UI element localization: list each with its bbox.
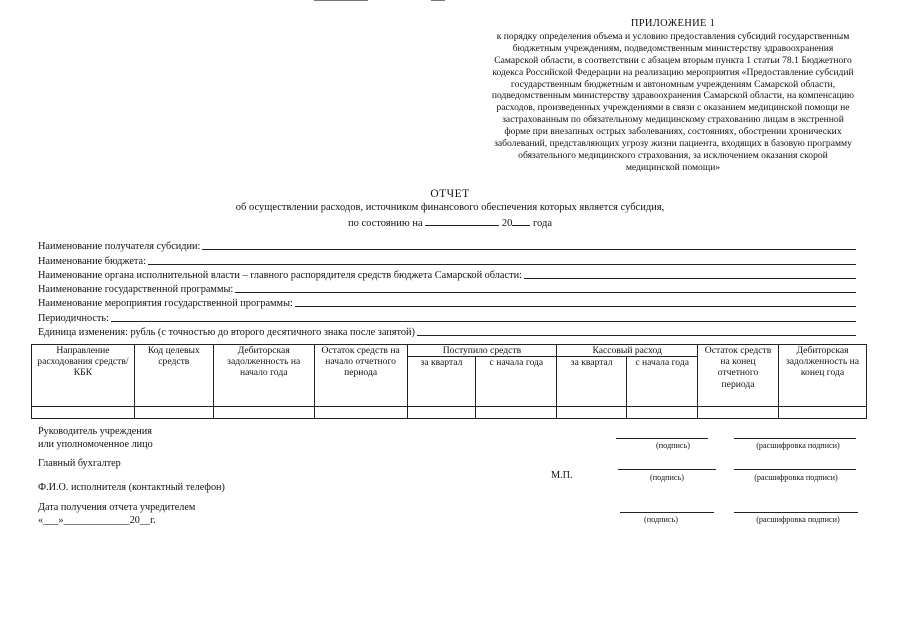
header-receivable-start: Дебиторская задолженность на начало года (213, 345, 314, 407)
table-cell[interactable] (213, 407, 314, 419)
appendix-line: государственным бюджетным и автономным учреждениям Самарской области, (510, 78, 836, 90)
appendix-line: кодекса Российской Федерации на реализацию мероприятия «Предоставление субсидий (492, 66, 854, 78)
appendix-line: медицинской помощи» (625, 161, 721, 173)
head-line2: или уполномоченное лицо (38, 439, 153, 450)
appendix-title: ПРИЛОЖЕНИЕ 1 (630, 18, 716, 29)
appendix-line: обязательного медицинского страхования, за исключением оказания скорой (518, 149, 828, 161)
field-budget (38, 252, 856, 266)
field-input-line[interactable] (235, 283, 856, 293)
report-date-line (150, 215, 750, 231)
table-cell[interactable] (134, 407, 213, 419)
signature-line[interactable] (620, 512, 714, 513)
appendix-line: к порядку определения объема и условию предоставления субсидий государственным (496, 30, 850, 42)
field-activity (38, 295, 856, 309)
field-label: Наименование получателя субсидии: (38, 241, 201, 253)
caption-signature: (подпись) (650, 473, 684, 482)
report-subtitle: об осуществлении расходов, источником финансового обеспечения которых является субсидия, (235, 202, 665, 213)
decoding-line[interactable] (734, 512, 858, 513)
caption-signature: (подпись) (644, 515, 678, 524)
chief-accountant-label: Главный бухгалтер (38, 458, 121, 469)
table-cell[interactable] (32, 407, 135, 419)
appendix-line: расходов, произведенных учреждениями в связи с оказанием медицинской помощи не (496, 102, 850, 114)
table-cell[interactable] (778, 407, 866, 419)
field-input-line[interactable] (295, 297, 856, 307)
signature-line[interactable] (616, 438, 708, 439)
table-cell[interactable] (476, 407, 557, 419)
field-input-line[interactable] (111, 312, 856, 322)
header-balance-start: Остаток средств на начало отчетного периода (314, 345, 407, 407)
subheader-received-ytd: с начала года (476, 357, 557, 407)
appendix-line: застрахованным по обязательному медицинскому страхованию лицам в экстренной (502, 114, 844, 126)
field-unit (38, 324, 856, 338)
subheader-received-quarter: за квартал (407, 357, 476, 407)
caption-decoding: (расшифровка подписи) (756, 441, 840, 450)
fields-block (38, 238, 856, 338)
report-date-suffix: года (533, 218, 553, 229)
table-cell[interactable] (407, 407, 476, 419)
report-title: ОТЧЕТ (430, 188, 470, 200)
field-input-line[interactable] (417, 326, 856, 336)
appendix-line: Самарской области, в соответствии с абзацем вторым пункта 1 статьи 78.1 Бюджетного (494, 54, 852, 66)
subheader-expense-quarter: за квартал (557, 357, 627, 407)
header-target-code: Код целевых средств (134, 345, 213, 407)
caption-decoding: (расшифровка подписи) (756, 515, 840, 524)
field-input-line[interactable] (202, 240, 856, 250)
field-label: Наименование мероприятия государственной программы: (38, 298, 293, 310)
header-direction: Направление расходования средств/КБК (32, 345, 135, 407)
receipt-line1: Дата получения отчета учредителем (38, 502, 196, 513)
report-year-blank[interactable] (512, 215, 530, 226)
field-label: Периодичность: (38, 312, 109, 324)
table-cell[interactable] (627, 407, 698, 419)
appendix-line: заболеваний, представляющих угрозу жизни пациента, входящих в базовую программу (494, 138, 852, 150)
stamp-label: М.П. (551, 470, 573, 481)
field-label: Наименование бюджета: (38, 255, 146, 267)
field-periodicity (38, 309, 856, 323)
head-line1: Руководитель учреждения (38, 426, 152, 437)
header-received: Поступило средств (407, 345, 557, 357)
table-cell[interactable] (314, 407, 407, 419)
header-balance-end: Остаток средств на конец отчетного периода (698, 345, 779, 407)
field-authority (38, 267, 856, 281)
table-row (32, 407, 867, 419)
table-cell[interactable] (557, 407, 627, 419)
field-label: Наименование государственной программы: (38, 284, 234, 296)
header-receivable-end: Дебиторская задолженность на конец года (778, 345, 866, 407)
field-input-line[interactable] (148, 255, 856, 265)
caption-signature: (подпись) (656, 441, 690, 450)
decoding-line[interactable] (734, 438, 856, 439)
receipt-line2: «___»_____________20__г. (38, 515, 156, 526)
field-input-line[interactable] (524, 269, 856, 279)
decoding-line[interactable] (734, 469, 856, 470)
report-table (31, 344, 867, 419)
field-label: Единица изменения: рубль (с точностью до второго десятичного знака после запятой) (38, 327, 415, 339)
scan-mark (431, 0, 445, 1)
field-label: Наименование органа исполнительной власти – главного распорядителя средств бюджета Самарской области: (38, 269, 522, 281)
appendix-line: подведомственным министерству здравоохранения Самарской области, на компенсацию (491, 90, 855, 102)
report-heading (150, 187, 750, 231)
table-cell[interactable] (698, 407, 779, 419)
appendix-block (458, 18, 888, 174)
scan-mark (314, 0, 368, 1)
receipt-label (38, 501, 195, 527)
subheader-expense-ytd: с начала года (627, 357, 698, 407)
appendix-line: форме при внезапных острых заболеваниях, состояниях, обострении хронических (504, 126, 842, 138)
report-date-year: 20 (501, 218, 513, 229)
field-recipient (38, 238, 856, 252)
appendix-line: бюджетным учреждениям, подведомственным министерству здравоохранения (512, 42, 834, 54)
caption-decoding: (расшифровка подписи) (754, 473, 838, 482)
signature-line[interactable] (618, 469, 716, 470)
header-cash-expense: Кассовый расход (557, 345, 698, 357)
report-date-blank[interactable] (425, 215, 499, 226)
report-date-prefix: по состоянию на (347, 218, 423, 229)
field-program (38, 281, 856, 295)
signature-head-label (38, 425, 153, 451)
table-header-row (32, 345, 867, 357)
executor-label: Ф.И.О. исполнителя (контактный телефон) (38, 482, 225, 493)
